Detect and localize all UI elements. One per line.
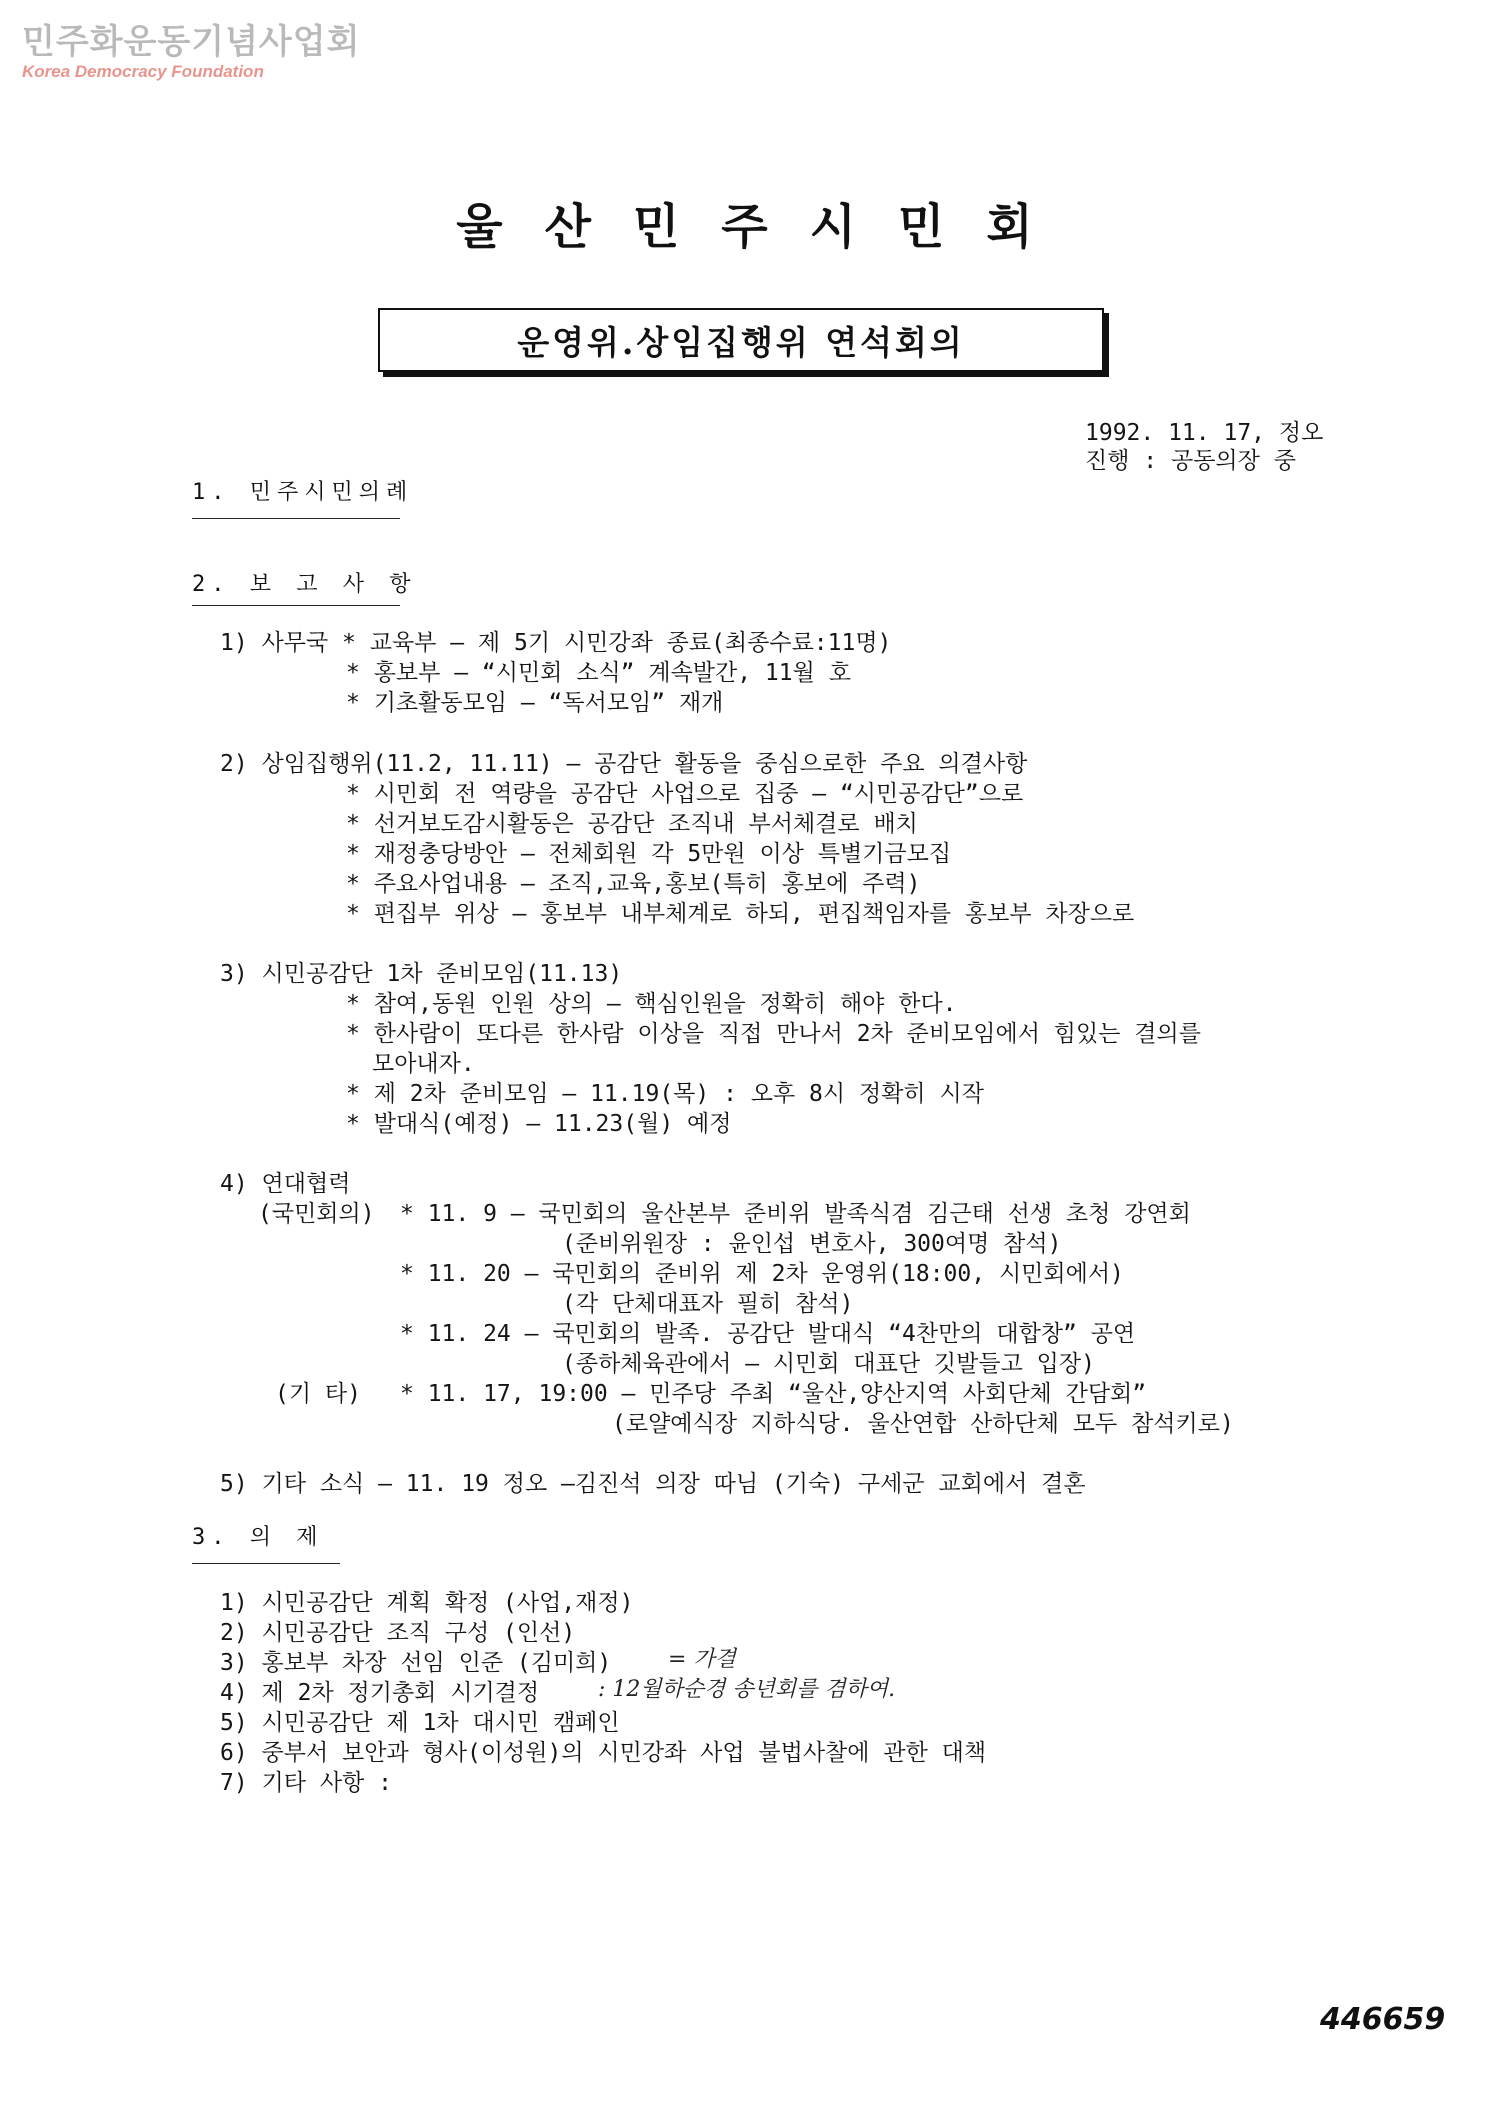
agenda-item: 4) 제 2차 정기총회 시기결정 bbox=[220, 1680, 540, 1706]
report-line: * 참여,동원 인원 상의 — 핵심인원을 정확히 해야 한다. bbox=[346, 991, 957, 1017]
report-line: 3) 시민공감단 1차 준비모임(11.13) bbox=[220, 961, 623, 987]
document-number: 446659 bbox=[1320, 2002, 1446, 2037]
report-line: * 제 2차 준비모임 — 11.19(목) : 오후 8시 정확히 시작 bbox=[346, 1081, 984, 1107]
report-line: * 발대식(예정) — 11.23(월) 예정 bbox=[346, 1111, 732, 1137]
agenda-item: 6) 중부서 보안과 형사(이성원)의 시민강좌 사업 불법사찰에 관한 대책 bbox=[220, 1740, 987, 1766]
meeting-chair: 진행 : 공동의장 중 bbox=[1085, 448, 1296, 474]
report-label: (기 타) bbox=[275, 1381, 361, 1407]
report-label: (국민회의) bbox=[258, 1201, 375, 1227]
report-line: * 11. 9 — 국민회의 울산본부 준비위 발족식겸 김근태 선생 초청 강연회 bbox=[400, 1201, 1191, 1227]
report-line: * 한사람이 또다른 한사람 이상을 직접 만나서 2차 준비모임에서 힘있는 결의를 bbox=[346, 1021, 1201, 1047]
report-line: * 주요사업내용 — 조직,교육,홍보(특히 홍보에 주력) bbox=[346, 871, 921, 897]
report-line: * 편집부 위상 — 홍보부 내부체계로 하되, 편집책임자를 홍보부 차장으로 bbox=[346, 901, 1135, 927]
agenda-item: 3) 홍보부 차장 선임 인준 (김미희) bbox=[220, 1650, 612, 1676]
section-1-heading: 1. 민주시민의례 bbox=[192, 480, 414, 505]
handwritten-note: = 가결 bbox=[668, 1647, 736, 1672]
report-line: * 홍보부 — “시민회 소식” 계속발간, 11월 호 bbox=[346, 660, 851, 686]
meeting-date: 1992. 11. 17, 정오 bbox=[1085, 420, 1324, 446]
report-line: * 재정충당방안 — 전체회원 각 5만원 이상 특별기금모집 bbox=[346, 841, 952, 867]
report-line: 5) 기타 소식 — 11. 19 정오 —김진석 의장 따님 (기숙) 구세군 교회에서 결혼 bbox=[220, 1471, 1086, 1497]
watermark-english: Korea Democracy Foundation bbox=[22, 62, 264, 81]
section-2-underline bbox=[192, 605, 400, 606]
agenda-item: 7) 기타 사항 : bbox=[220, 1770, 392, 1796]
report-line: 1) 사무국 * 교육부 — 제 5기 시민강좌 종료(최종수료:11명) bbox=[220, 630, 892, 656]
report-line: * 선거보도감시활동은 공감단 조직내 부서체결로 배치 bbox=[346, 811, 918, 837]
document-subtitle: 운영위.상임집행위 연석회의 bbox=[517, 322, 965, 362]
agenda-item: 1) 시민공감단 계획 확정 (사업,재정) bbox=[220, 1590, 634, 1616]
agenda-item: 5) 시민공감단 제 1차 대시민 캠페인 bbox=[220, 1710, 620, 1736]
report-line: * 시민회 전 역량을 공감단 사업으로 집중 — “시민공감단”으로 bbox=[346, 781, 1024, 807]
report-line: (준비위원장 : 윤인섭 변호사, 300여명 참석) bbox=[562, 1231, 1062, 1257]
section-2-heading: 2. 보 고 사 항 bbox=[192, 572, 417, 597]
report-line: (로얄예식장 지하식당. 울산연합 산하단체 모두 참석키로) bbox=[612, 1411, 1234, 1437]
section-1-underline bbox=[192, 518, 400, 519]
report-line: * 11. 20 — 국민회의 준비위 제 2차 운영위(18:00, 시민회에서) bbox=[400, 1261, 1124, 1287]
report-line: * 11. 24 — 국민회의 발족. 공감단 발대식 “4찬만의 대합창” 공연 bbox=[400, 1321, 1136, 1347]
report-line: * 기초활동모임 — “독서모임” 재개 bbox=[346, 690, 724, 716]
watermark-korean: 민주화운동기념사업회 bbox=[22, 22, 361, 62]
report-line: 4) 연대협력 bbox=[220, 1171, 351, 1197]
report-line: (각 단체대표자 필히 참석) bbox=[562, 1291, 854, 1317]
subtitle-box bbox=[378, 308, 1104, 372]
document-title: 울산민주시민회 bbox=[456, 199, 1075, 255]
report-line: * 11. 17, 19:00 — 민주당 주최 “울산,양산지역 사회단체 간담회” bbox=[400, 1381, 1147, 1407]
report-line: (종하체육관에서 — 시민회 대표단 깃발들고 입장) bbox=[562, 1351, 1095, 1377]
agenda-item: 2) 시민공감단 조직 구성 (인선) bbox=[220, 1620, 576, 1646]
section-3-underline bbox=[192, 1563, 340, 1564]
report-line: 모아내자. bbox=[372, 1051, 475, 1077]
report-line: 2) 상임집행위(11.2, 11.11) — 공감단 활동을 중심으로한 주요 의결사항 bbox=[220, 751, 1028, 777]
handwritten-note: : 12월하순경 송년회를 겸하여. bbox=[598, 1677, 896, 1702]
section-3-heading: 3. 의 제 bbox=[192, 1525, 324, 1550]
